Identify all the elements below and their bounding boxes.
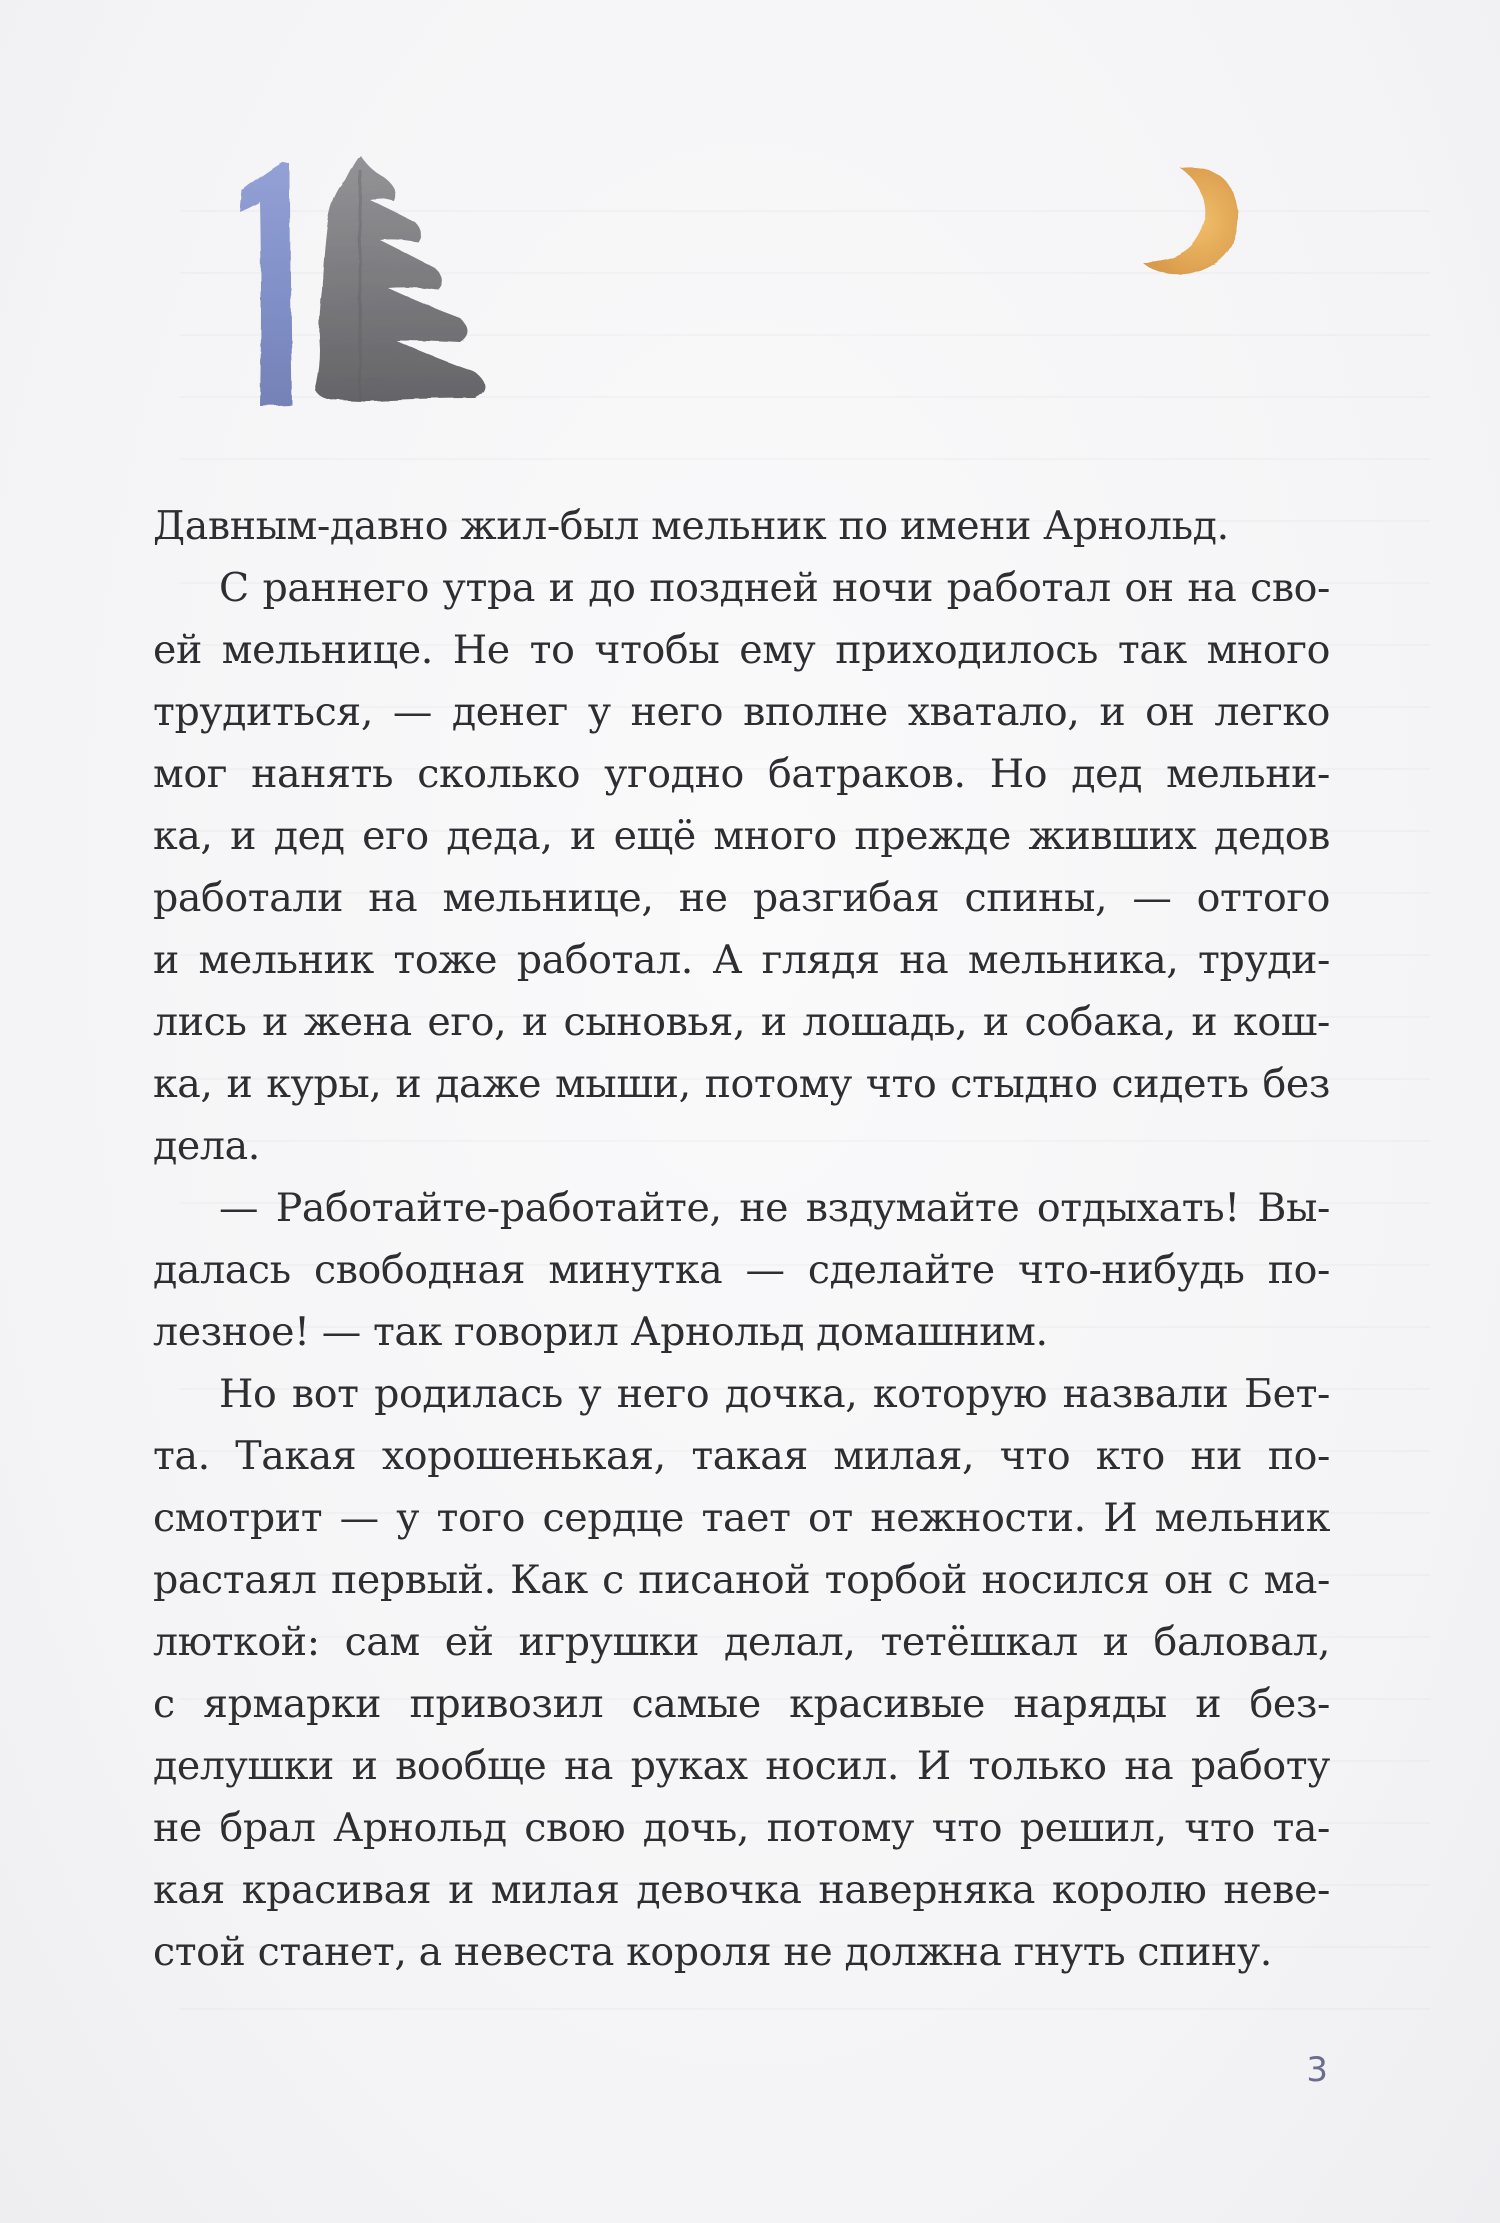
- body-text: [153, 495, 1330, 1983]
- text-line: С раннего утра и до поздней ночи работал он на сво-: [219, 565, 1330, 611]
- text-line: растаял первый. Как с писаной торбой носился он с ма-: [153, 1557, 1330, 1603]
- text-line: с ярмарки привозил самые красивые наряды и без-: [153, 1681, 1330, 1727]
- text-line: лись и жена его, и сыновья, и лошадь, и собака, и кош-: [153, 999, 1330, 1045]
- text-line: смотрит — у того сердце тает от нежности. И мельник: [153, 1495, 1330, 1541]
- text-line: та. Такая хорошенькая, такая милая, что кто ни по-: [153, 1433, 1330, 1479]
- text-line: трудиться, — денег у него вполне хватало, и он легко: [153, 689, 1330, 735]
- text-line: ей мельнице. Не то чтобы ему приходилось так много: [153, 627, 1330, 673]
- text-line: — Работайте-работайте, не вздумайте отдыхать! Вы-: [219, 1185, 1330, 1231]
- text-line: не брал Арнольд свою дочь, потому что решил, что та-: [153, 1805, 1330, 1851]
- chapter-number-shape: [240, 162, 292, 406]
- text-line: работали на мельнице, не разгибая спины, — оттого: [153, 875, 1330, 921]
- text-line: люткой: сам ей игрушки делал, тетёшкал и баловал,: [153, 1619, 1330, 1665]
- text-line: стой станет, а невеста короля не должна гнуть спину.: [153, 1929, 1272, 1975]
- text-line: ка, и куры, и даже мыши, потому что стыдно сидеть без: [153, 1061, 1330, 1107]
- moon-icon: [1120, 150, 1250, 290]
- tree-icon: [315, 155, 485, 401]
- chapter-heading-art: [220, 150, 560, 420]
- text-line: Но вот родилась у него дочка, которую назвали Бет-: [219, 1371, 1330, 1417]
- text-line: делушки и вообще на руках носил. И только на работу: [153, 1743, 1330, 1789]
- page-number: 3: [1306, 2050, 1328, 2090]
- text-line: дела.: [153, 1123, 260, 1169]
- text-line: кая красивая и милая девочка наверняка королю неве-: [153, 1867, 1330, 1913]
- text-line: ка, и дед его деда, и ещё много прежде живших дедов: [153, 813, 1330, 859]
- text-line: лезное! — так говорил Арнольд домашним.: [153, 1309, 1048, 1355]
- text-line: Давным-давно жил-был мельник по имени Арнольд.: [153, 503, 1229, 549]
- text-line: мог нанять сколько угодно батраков. Но дед мельни-: [153, 751, 1330, 797]
- text-line: далась свободная минутка — сделайте что-нибудь по-: [153, 1247, 1330, 1293]
- text-line: и мельник тоже работал. А глядя на мельника, труди-: [153, 937, 1330, 983]
